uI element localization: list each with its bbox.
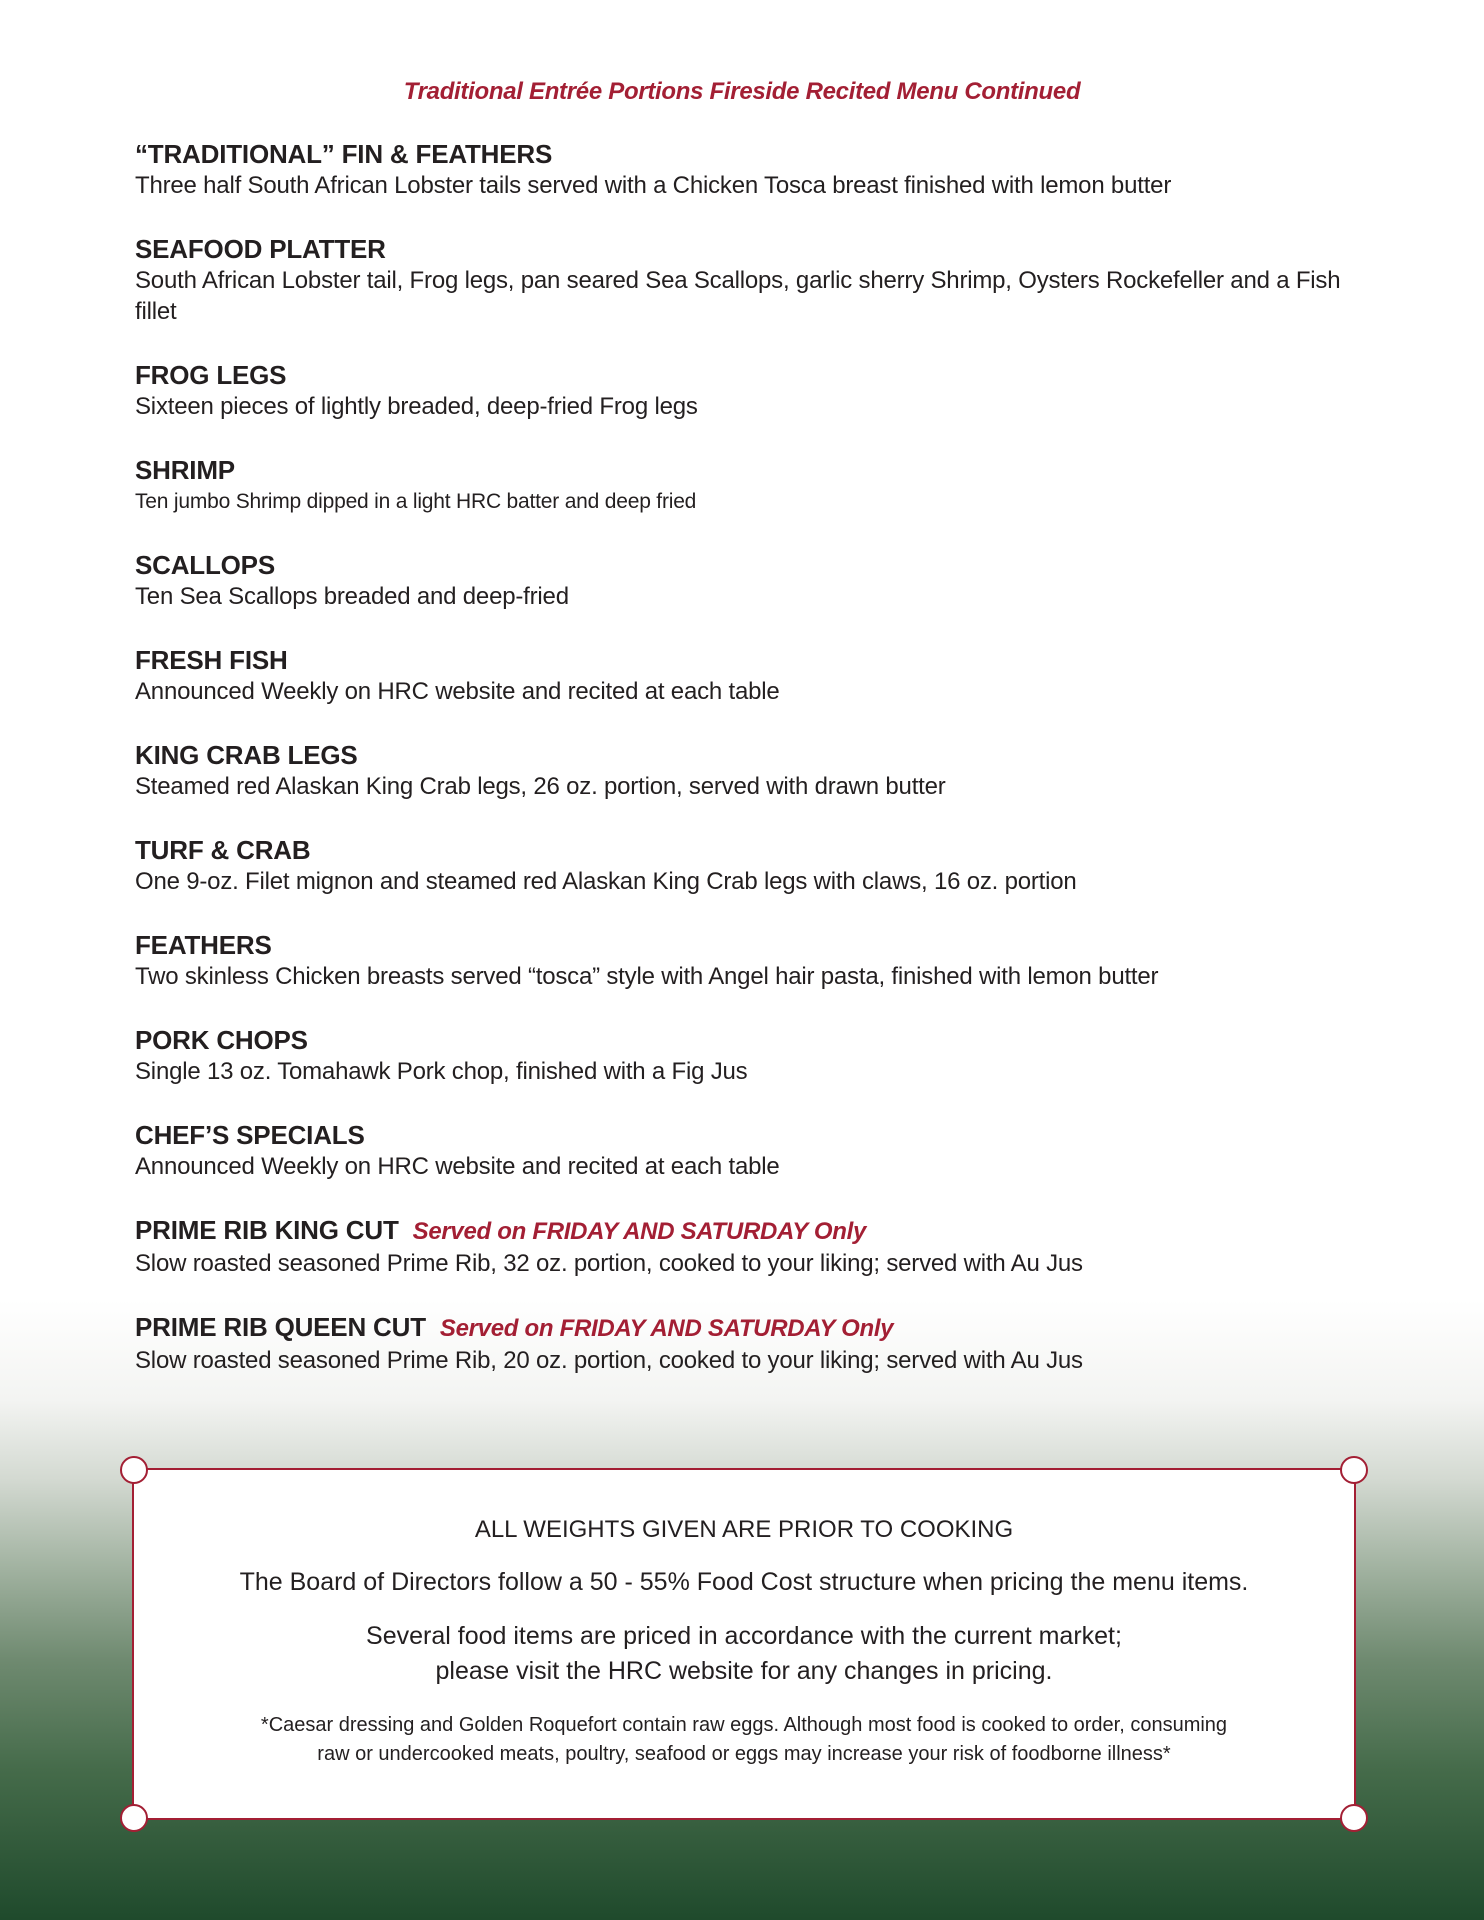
availability-note: Served on FRIDAY AND SATURDAY Only [439,1315,894,1342]
menu-item-fresh-fish [135,644,1365,707]
menu-item-description: Announced Weekly on HRC website and recited at each table [135,1153,780,1180]
menu-item-title: “TRADITIONAL” FIN & FEATHERS [135,139,553,169]
market-price-notice [134,1619,1354,1689]
menu-item-description: Slow roasted seasoned Prime Rib, 20 oz. portion, cooked to your liking; served with Au Jus [135,1347,1083,1374]
menu-item-title: KING CRAB LEGS [135,740,358,770]
menu-item-title: PRIME RIB KING CUT [135,1215,399,1245]
menu-item-description: Two skinless Chicken breasts served “tosca” style with Angel hair pasta, finished with lemon butter [135,963,1159,990]
menu-item-title-row [135,1214,1365,1248]
market-line: please visit the HRC website for any changes in pricing. [435,1657,1053,1685]
menu-item-title: PORK CHOPS [135,1025,308,1055]
menu-item-title: SCALLOPS [135,550,275,580]
menu-item-fin-feathers [135,138,1365,201]
menu-list [135,138,1365,1408]
menu-item-scallops [135,549,1365,612]
menu-item-king-crab-legs [135,739,1365,802]
food-cost-notice: The Board of Directors follow a 50 - 55% Food Cost structure when pricing the menu items. [239,1568,1249,1596]
menu-item-title: PRIME RIB QUEEN CUT [135,1312,426,1342]
menu-item-description: Ten jumbo Shrimp dipped in a light HRC batter and deep fried [135,490,697,513]
menu-item-title: FROG LEGS [135,360,287,390]
menu-item-title: SEAFOOD PLATTER [135,234,386,264]
menu-item-title: SHRIMP [135,455,235,485]
menu-item-title: FEATHERS [135,930,272,960]
menu-item-description: Sixteen pieces of lightly breaded, deep-fried Frog legs [135,393,698,420]
menu-item-description: One 9-oz. Filet mignon and steamed red Alaskan King Crab legs with claws, 16 oz. portion [135,868,1077,895]
menu-item-description: South African Lobster tail, Frog legs, pan seared Sea Scallops, garlic sherry Shrimp, Oysters Rockefeller and a Fish fillet [135,267,1341,325]
menu-item-description: Ten Sea Scallops breaded and deep-fried [135,583,569,610]
page-title: Traditional Entrée Portions Fireside Recited Menu Continued [403,78,1081,105]
menu-item-title: CHEF’S SPECIALS [135,1120,365,1150]
menu-item-description: Slow roasted seasoned Prime Rib, 32 oz. portion, cooked to your liking; served with Au Jus [135,1250,1083,1277]
menu-item-prime-rib-queen [135,1311,1365,1376]
menu-item-description: Single 13 oz. Tomahawk Pork chop, finished with a Fig Jus [135,1058,748,1085]
menu-item-pork-chops [135,1024,1365,1087]
menu-item-seafood-platter [135,233,1365,327]
frame-corner [120,1456,148,1484]
menu-item-title: FRESH FISH [135,645,288,675]
menu-item-description: Three half South African Lobster tails served with a Chicken Tosca breast finished with lemon butter [135,172,1172,199]
availability-note: Served on FRIDAY AND SATURDAY Only [412,1218,867,1245]
menu-item-prime-rib-king [135,1214,1365,1279]
frame-corner [1340,1804,1368,1832]
notice-box [132,1468,1356,1820]
menu-item-description: Announced Weekly on HRC website and recited at each table [135,678,780,705]
market-line: Several food items are priced in accordance with the current market; [366,1622,1122,1650]
menu-item-shrimp [135,454,1365,517]
menu-item-frog-legs [135,359,1365,422]
disclaimer-line: raw or undercooked meats, poultry, seafood or eggs may increase your risk of foodborne illness* [317,1743,1171,1765]
weights-notice: ALL WEIGHTS GIVEN ARE PRIOR TO COOKING [474,1516,1014,1543]
disclaimer-line: *Caesar dressing and Golden Roquefort contain raw eggs. Although most food is cooked to order, consuming [260,1714,1228,1736]
frame-corner [1340,1456,1368,1484]
menu-item-title-row [135,1311,1365,1345]
raw-egg-disclaimer [134,1711,1354,1769]
menu-item-description: Steamed red Alaskan King Crab legs, 26 oz. portion, served with drawn butter [135,773,946,800]
menu-item-turf-crab [135,834,1365,897]
menu-item-title: TURF & CRAB [135,835,311,865]
frame-corner [120,1804,148,1832]
menu-item-feathers [135,929,1365,992]
menu-item-chefs-specials [135,1119,1365,1182]
